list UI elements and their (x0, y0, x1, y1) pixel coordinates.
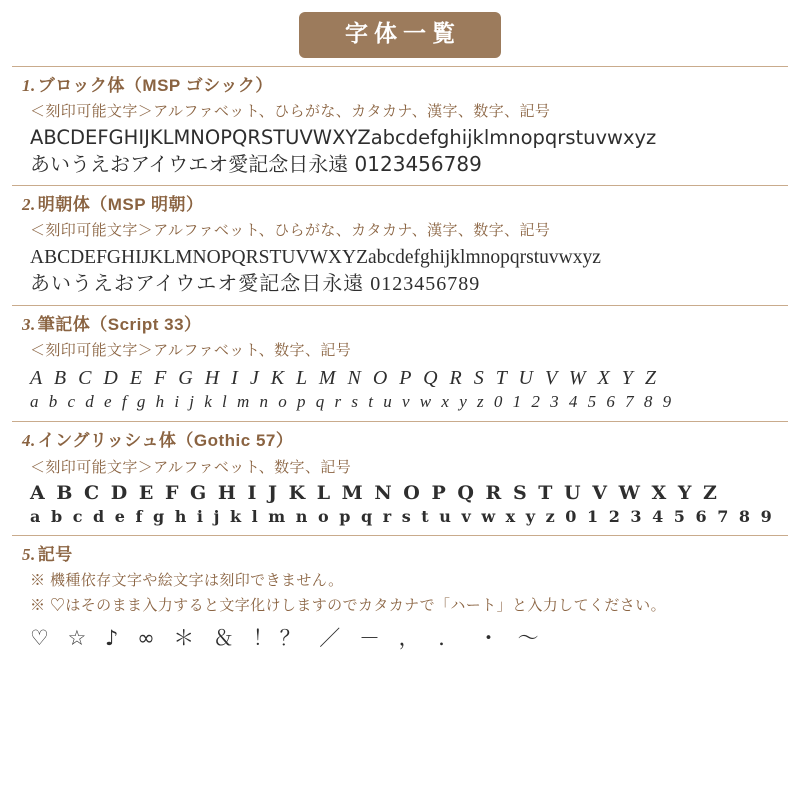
section-title: ブロック体（MSP ゴシック） (37, 75, 273, 95)
section-number: 1. (22, 75, 36, 95)
page-title: 字体一覧 (299, 12, 501, 58)
symbols-note-1: ※ 機種依存文字や絵文字は刻印できません。 (30, 572, 344, 590)
sample-japanese-digits: あいうえおアイウエオ愛記念日永遠 0123456789 (30, 272, 481, 295)
section-number: 2. (22, 195, 36, 215)
section-script-font (12, 305, 788, 421)
sample-uppercase: A B C D E F G H I J K L M N O P Q R S T U V W X Y Z (30, 482, 720, 505)
section-mincho-font (12, 185, 788, 305)
section-heading (22, 314, 784, 336)
section-number: 3. (22, 315, 36, 335)
section-note: ＜刻印可能文字＞アルファベット、数字、記号 (30, 458, 352, 476)
section-symbols (12, 535, 788, 660)
section-title: 記号 (37, 545, 73, 565)
section-note: ＜刻印可能文字＞アルファベット、ひらがな、カタカナ、漢字、数字、記号 (30, 102, 551, 120)
section-english-font (12, 421, 788, 535)
title-banner (12, 0, 788, 66)
sample-lowercase-digits: a b c d e f g h i j k l m n o p q r s t u v w x y z 0 1 2 3 4 5 6 7 8 9 (30, 507, 775, 527)
section-heading (22, 544, 784, 566)
symbols-note-2: ※ ♡はそのまま入力すると文字化けしますのでカタカナで「ハート」と入力してください。 (30, 596, 666, 614)
section-heading (22, 75, 784, 97)
section-block-font (12, 66, 788, 186)
section-title: イングリッシュ体（Gothic 57） (37, 431, 294, 451)
sample-lowercase-digits: a b c d e f g h i j k l m n o p q r s t u v w x y z 0 1 2 3 4 5 6 7 8 9 (30, 392, 675, 412)
section-heading (22, 430, 784, 452)
sample-latin: ABCDEFGHIJKLMNOPQRSTUVWXYZabcdefghijklmnopqrstuvwxyz (30, 126, 657, 150)
section-note: ＜刻印可能文字＞アルファベット、ひらがな、カタカナ、漢字、数字、記号 (30, 222, 551, 240)
section-heading (22, 194, 784, 216)
sample-japanese-digits: あいうえおアイウエオ愛記念日永遠 0123456789 (30, 151, 482, 176)
section-number: 5. (22, 545, 36, 565)
section-title: 筆記体（Script 33） (37, 315, 202, 335)
sample-uppercase: A B C D E F G H I J K L M N O P Q R S T U V W X Y Z (30, 366, 660, 389)
section-note: ＜刻印可能文字＞アルファベット、数字、記号 (30, 342, 352, 360)
section-title: 明朝体（MSP 明朝） (37, 195, 204, 215)
sample-latin: ABCDEFGHIJKLMNOPQRSTUVWXYZabcdefghijklmnopqrstuvwxyz (30, 246, 601, 268)
symbol-list: ♡ ☆ ♪ ∞ ＊ ＆ ！？ ／ － ， ． ・ 〜 (30, 626, 545, 651)
section-number: 4. (22, 431, 36, 451)
